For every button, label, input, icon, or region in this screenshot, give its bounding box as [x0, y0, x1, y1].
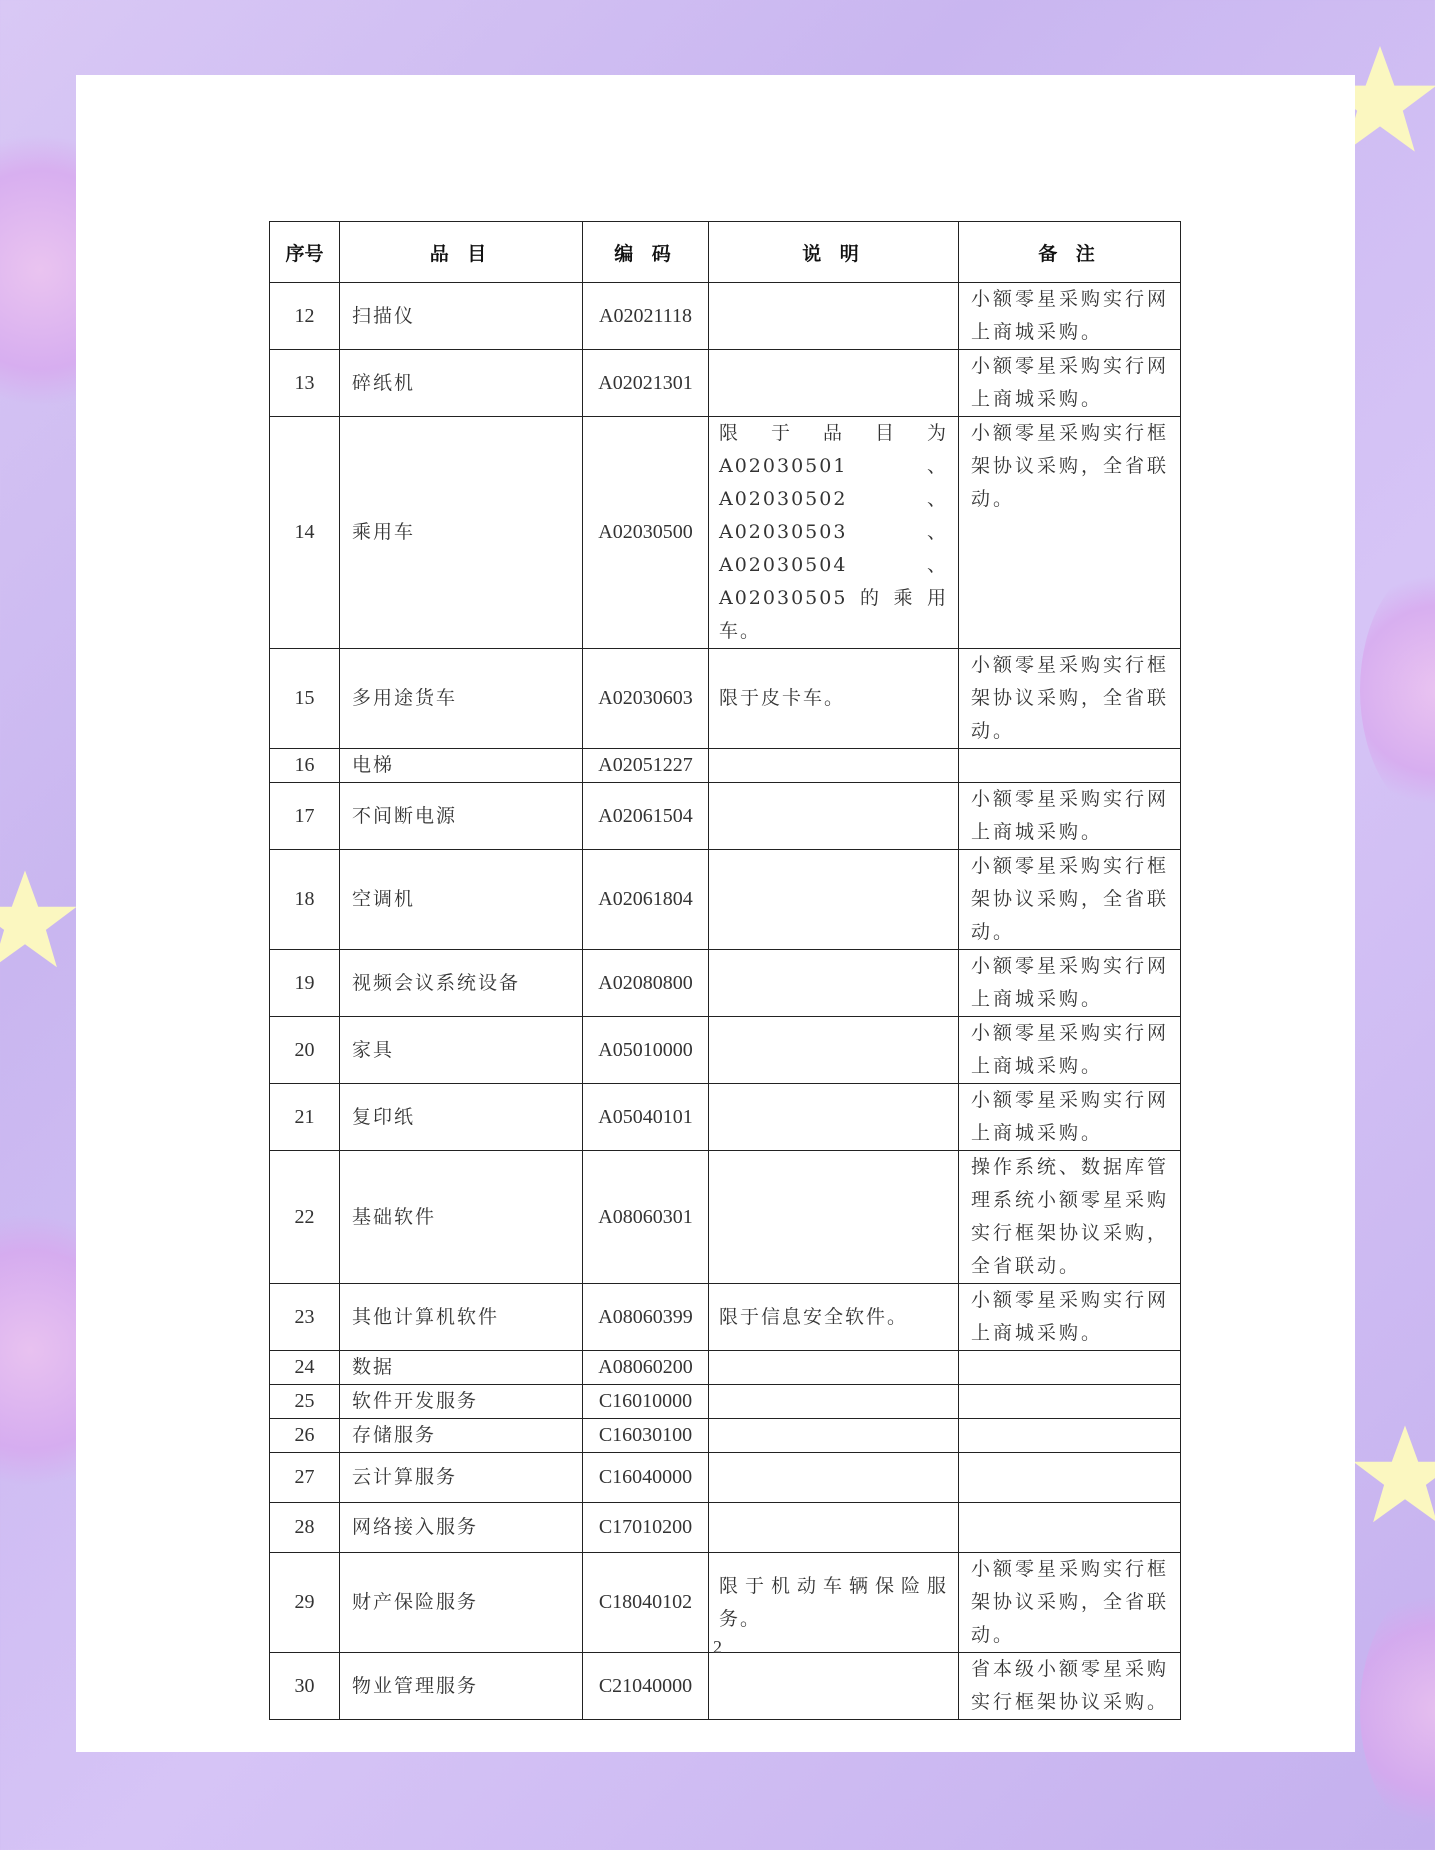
- remarks-cell: [959, 1503, 1181, 1553]
- code-cell: A08060399: [583, 1284, 709, 1351]
- item-cell: 扫描仪: [340, 283, 583, 350]
- serial-cell: 26: [270, 1419, 340, 1453]
- remarks-cell: 小额零星采购实行网上商城采购。: [959, 1017, 1181, 1084]
- item-cell: 不间断电源: [340, 783, 583, 850]
- description-cell: [709, 1503, 959, 1553]
- page-number: 2: [713, 1637, 722, 1657]
- description-cell: [709, 1017, 959, 1084]
- heart-decoration: [1360, 560, 1435, 820]
- item-cell: 电梯: [340, 749, 583, 783]
- code-cell: A02061504: [583, 783, 709, 850]
- code-cell: C18040102: [583, 1553, 709, 1653]
- heart-decoration: [1360, 1580, 1435, 1840]
- table-row: [270, 1385, 1181, 1419]
- item-cell: 视频会议系统设备: [340, 950, 583, 1017]
- code-cell: A02080800: [583, 950, 709, 1017]
- serial-cell: 21: [270, 1084, 340, 1151]
- description-cell: 限于品目为A02030501、A02030502、A02030503、A02030504 、A02030505的乘用车。: [709, 417, 959, 649]
- code-cell: A02061804: [583, 850, 709, 950]
- item-cell: 财产保险服务: [340, 1553, 583, 1653]
- header-code: 编 码: [583, 222, 709, 283]
- item-cell: 存储服务: [340, 1419, 583, 1453]
- code-cell: A08060301: [583, 1151, 709, 1284]
- description-cell: [709, 1084, 959, 1151]
- description-cell: 限于机动车辆保险服务。: [709, 1553, 959, 1653]
- item-cell: 家具: [340, 1017, 583, 1084]
- table-row: [270, 350, 1181, 417]
- serial-cell: 16: [270, 749, 340, 783]
- code-cell: C21040000: [583, 1653, 709, 1720]
- procurement-items-table: [269, 221, 1181, 1720]
- code-cell: A02030500: [583, 417, 709, 649]
- description-cell: [709, 850, 959, 950]
- serial-cell: 23: [270, 1284, 340, 1351]
- remarks-cell: 小额零星采购实行框架协议采购，全省联动。: [959, 1553, 1181, 1653]
- item-cell: 复印纸: [340, 1084, 583, 1151]
- table-row: [270, 749, 1181, 783]
- table-header-row: [270, 222, 1181, 283]
- remarks-cell: 省本级小额零星采购实行框架协议采购。: [959, 1653, 1181, 1720]
- code-cell: C17010200: [583, 1503, 709, 1553]
- remarks-cell: [959, 1453, 1181, 1503]
- description-cell: [709, 950, 959, 1017]
- code-cell: C16040000: [583, 1453, 709, 1503]
- header-item: 品 目: [340, 222, 583, 283]
- code-cell: A02030603: [583, 649, 709, 749]
- item-cell: 多用途货车: [340, 649, 583, 749]
- description-cell: [709, 1419, 959, 1453]
- remarks-cell: 小额零星采购实行框架协议采购，全省联动。: [959, 850, 1181, 950]
- remarks-cell: 小额零星采购实行框架协议采购，全省联动。: [959, 649, 1181, 749]
- description-cell: [709, 749, 959, 783]
- item-cell: 网络接入服务: [340, 1503, 583, 1553]
- code-cell: C16030100: [583, 1419, 709, 1453]
- code-cell: A02021118: [583, 283, 709, 350]
- table-row: [270, 950, 1181, 1017]
- table-row: [270, 1653, 1181, 1720]
- remarks-cell: 小额零星采购实行网上商城采购。: [959, 1284, 1181, 1351]
- table-row: [270, 850, 1181, 950]
- description-cell: 限于信息安全软件。: [709, 1284, 959, 1351]
- serial-cell: 13: [270, 350, 340, 417]
- serial-cell: 18: [270, 850, 340, 950]
- remarks-cell: 小额零星采购实行网上商城采购。: [959, 283, 1181, 350]
- code-cell: A05040101: [583, 1084, 709, 1151]
- table-row: [270, 783, 1181, 850]
- item-cell: 软件开发服务: [340, 1385, 583, 1419]
- description-cell: [709, 1385, 959, 1419]
- table-row: [270, 1419, 1181, 1453]
- code-cell: A05010000: [583, 1017, 709, 1084]
- remarks-cell: [959, 749, 1181, 783]
- remarks-cell: [959, 1385, 1181, 1419]
- item-cell: 乘用车: [340, 417, 583, 649]
- header-remarks: 备 注: [959, 222, 1181, 283]
- remarks-cell: 小额零星采购实行网上商城采购。: [959, 783, 1181, 850]
- header-description: 说 明: [709, 222, 959, 283]
- table-row: [270, 649, 1181, 749]
- table-row: [270, 1284, 1181, 1351]
- serial-cell: 28: [270, 1503, 340, 1553]
- table-row: [270, 1453, 1181, 1503]
- code-cell: A08060200: [583, 1351, 709, 1385]
- serial-cell: 27: [270, 1453, 340, 1503]
- description-cell: [709, 783, 959, 850]
- description-cell: [709, 1151, 959, 1284]
- item-cell: 其他计算机软件: [340, 1284, 583, 1351]
- table-row: [270, 283, 1181, 350]
- code-cell: A02021301: [583, 350, 709, 417]
- description-cell: [709, 1653, 959, 1720]
- description-cell: [709, 1351, 959, 1385]
- serial-cell: 24: [270, 1351, 340, 1385]
- serial-cell: 17: [270, 783, 340, 850]
- code-cell: A02051227: [583, 749, 709, 783]
- item-cell: 物业管理服务: [340, 1653, 583, 1720]
- table-row: [270, 1351, 1181, 1385]
- header-serial: 序号: [270, 222, 340, 283]
- item-cell: 云计算服务: [340, 1453, 583, 1503]
- serial-cell: 20: [270, 1017, 340, 1084]
- description-cell: [709, 1453, 959, 1503]
- serial-cell: 30: [270, 1653, 340, 1720]
- description-cell: [709, 350, 959, 417]
- serial-cell: 25: [270, 1385, 340, 1419]
- item-cell: 空调机: [340, 850, 583, 950]
- remarks-cell: 小额零星采购实行网上商城采购。: [959, 950, 1181, 1017]
- remarks-cell: 小额零星采购实行网上商城采购。: [959, 350, 1181, 417]
- table-row: [270, 1084, 1181, 1151]
- table-row: [270, 1151, 1181, 1284]
- remarks-cell: [959, 1419, 1181, 1453]
- remarks-cell: [959, 1351, 1181, 1385]
- table-row: [270, 417, 1181, 649]
- serial-cell: 22: [270, 1151, 340, 1284]
- remarks-cell: 操作系统、数据库管理系统小额零星采购实行框架协议采购，全省联动。: [959, 1151, 1181, 1284]
- remarks-cell: 小额零星采购实行框架协议采购，全省联动。: [959, 417, 1181, 649]
- remarks-cell: 小额零星采购实行网上商城采购。: [959, 1084, 1181, 1151]
- serial-cell: 12: [270, 283, 340, 350]
- table-row: [270, 1503, 1181, 1553]
- item-cell: 基础软件: [340, 1151, 583, 1284]
- item-cell: 碎纸机: [340, 350, 583, 417]
- table-row: [270, 1017, 1181, 1084]
- serial-cell: 29: [270, 1553, 340, 1653]
- serial-cell: 15: [270, 649, 340, 749]
- serial-cell: 19: [270, 950, 340, 1017]
- item-cell: 数据: [340, 1351, 583, 1385]
- description-cell: [709, 283, 959, 350]
- serial-cell: 14: [270, 417, 340, 649]
- code-cell: C16010000: [583, 1385, 709, 1419]
- description-cell: 限于皮卡车。: [709, 649, 959, 749]
